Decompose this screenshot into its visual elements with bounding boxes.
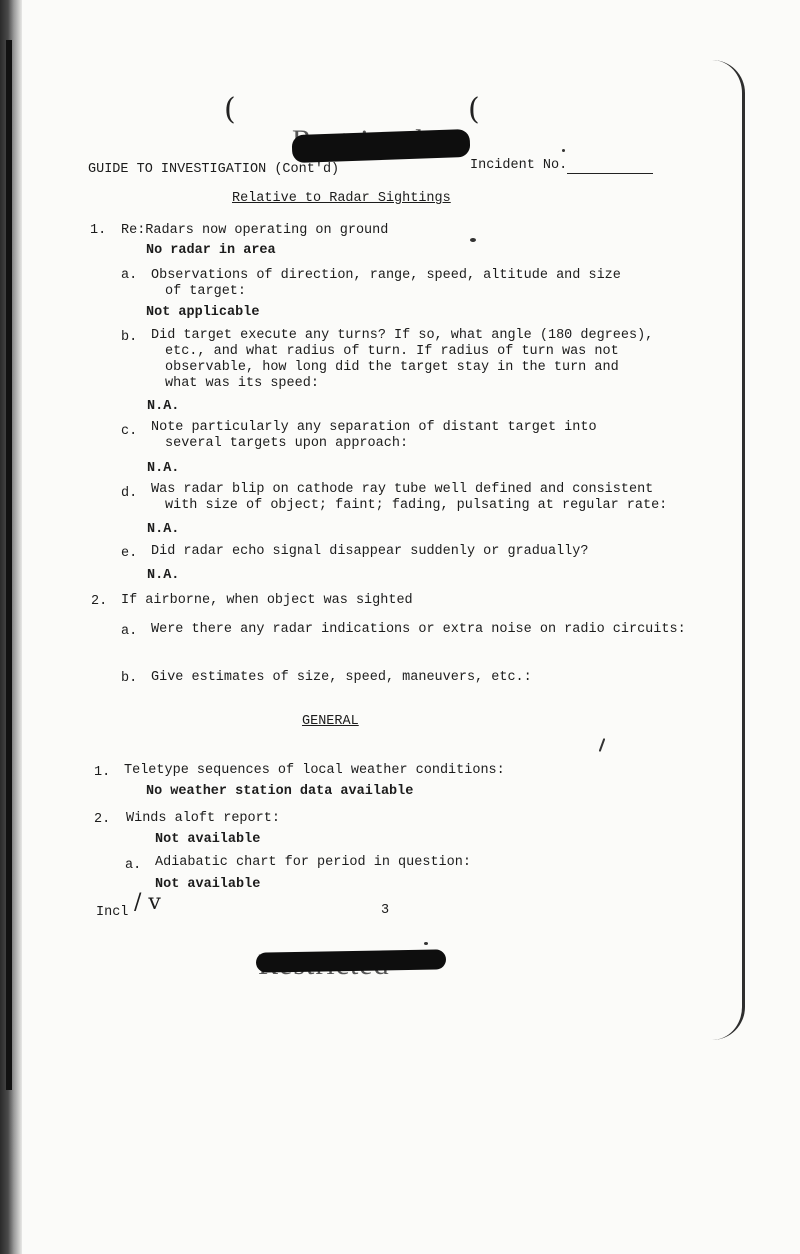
radar-q2a-label: a. [121,624,138,639]
general-q1-answer: No weather station data available [146,784,414,799]
radar-q2b-text: Give estimates of size, speed, maneuvers, etc.: [151,670,532,685]
radar-q1b-line-2: etc., and what radius of turn. If radius of turn was not [165,344,619,359]
general-q2-text: Winds aloft report: [126,811,280,826]
general-q2a-label: a. [125,858,142,873]
radar-q2b-label: b. [121,671,138,686]
document-title: GUIDE TO INVESTIGATION (Cont'd) [88,162,340,177]
general-q2-answer: Not available [155,832,261,847]
radar-q1b-line-4: what was its speed: [165,376,319,391]
radar-q1e-line-1: Did radar echo signal disappear suddenly or gradually? [151,544,589,559]
general-q1-text: Teletype sequences of local weather conditions: [124,763,505,778]
radar-q1b-line-3: observable, how long did the target stay in the turn and [165,360,619,375]
page-number: 3 [381,903,390,918]
handwritten-mark-2: ( [468,92,480,127]
redaction-blot-bottom [256,949,446,972]
radar-q1a-answer: Not applicable [146,305,260,320]
general-section-heading: GENERAL [302,714,359,729]
radar-q1c-line-2: several targets upon approach: [165,436,409,451]
radar-q1-text: Re:Radars now operating on ground [121,223,389,238]
radar-q1d-line-1: Was radar blip on cathode ray tube well defined and consistent [151,482,654,497]
inclosure-handwritten-mark: / v [134,890,161,915]
radar-q2-text: If airborne, when object was sighted [121,593,413,608]
radar-q1-answer: No radar in area [146,243,276,258]
redaction-blot-top [292,129,471,163]
scan-speck [599,738,606,752]
radar-q1d-answer: N.A. [147,522,180,537]
radar-q1e-label: e. [121,546,138,561]
radar-q1c-answer: N.A. [147,461,180,476]
radar-q1e-answer: N.A. [147,568,180,583]
radar-q1b-line-1: Did target execute any turns? If so, what angle (180 degrees), [151,328,654,343]
radar-q1c-line-1: Note particularly any separation of distant target into [151,420,597,435]
scan-speck [562,149,565,152]
radar-q1-number: 1. [90,223,107,238]
radar-q1c-label: c. [121,424,138,439]
handwritten-mark-1: ( [224,92,236,127]
radar-q2-number: 2. [91,594,108,609]
scan-speck [470,238,476,242]
radar-q1a-line-1: Observations of direction, range, speed, altitude and size [151,268,621,283]
radar-q2a-text: Were there any radar indications or extra noise on radio circuits: [151,622,686,637]
incident-number-blank [567,160,653,174]
radar-q1a-label: a. [121,268,138,283]
scan-speck [424,942,428,945]
radar-q1b-answer: N.A. [147,399,180,414]
incident-number-label: Incident No. [470,158,653,174]
radar-q1a-line-2: of target: [165,284,247,299]
general-q2a-answer: Not available [155,877,261,892]
general-q1-number: 1. [94,765,111,780]
radar-q1d-line-2: with size of object; faint; fading, pulsating at regular rate: [165,498,668,513]
general-q2a-text: Adiabatic chart for period in question: [155,855,471,870]
scan-right-edge [712,60,745,1040]
scan-binding-stripe [6,40,12,1090]
inclosure-label: Incl [96,905,129,920]
radar-section-heading: Relative to Radar Sightings [232,191,451,206]
radar-q1d-label: d. [121,486,138,501]
general-q2-number: 2. [94,812,111,827]
radar-q1b-label: b. [121,330,138,345]
